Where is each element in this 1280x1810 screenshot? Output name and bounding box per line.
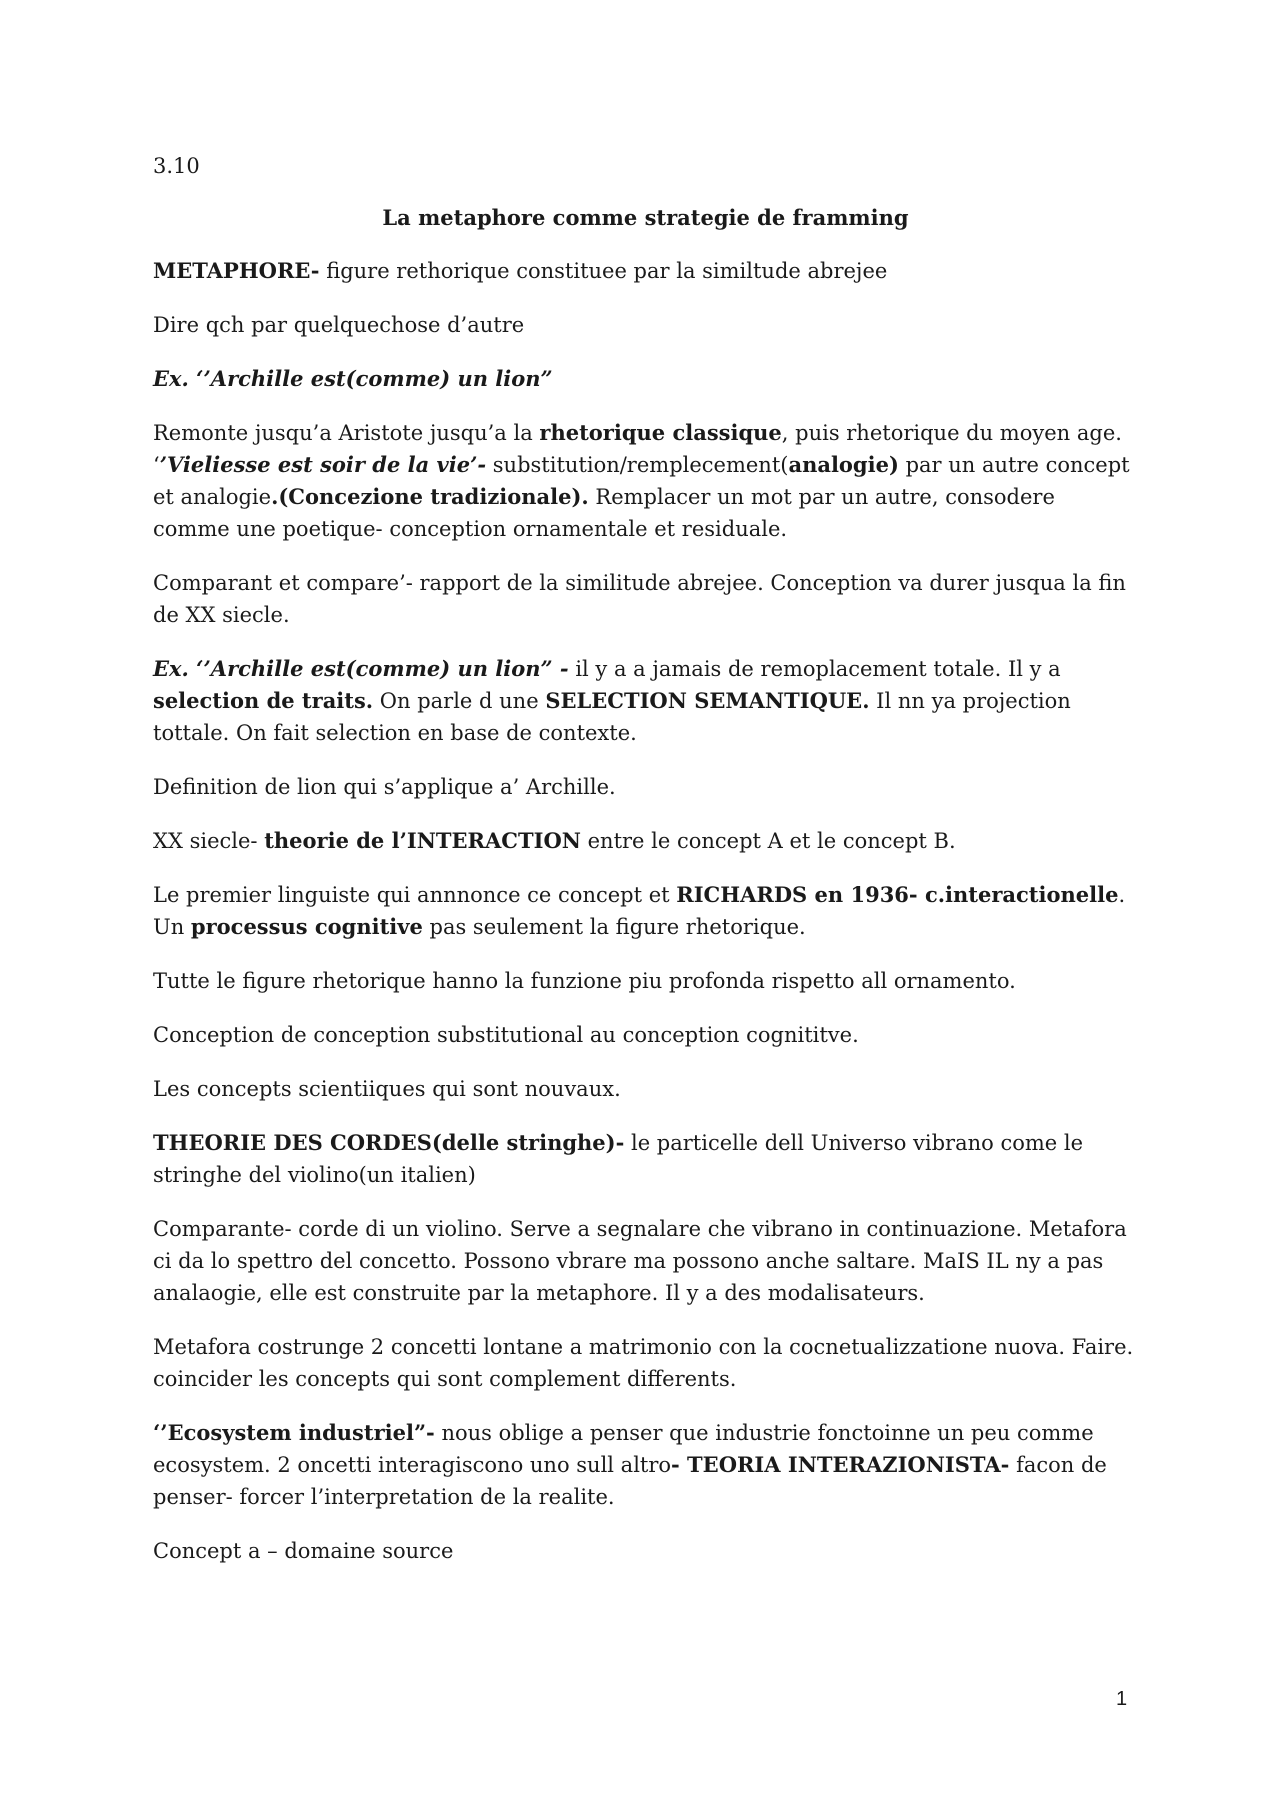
text-run: Metafora costrunge 2 concetti lontane a matrimonio con la cocnetualizzatione nuova. Faire. coincider les concepts qui sont complement differents.: [153, 1335, 1134, 1391]
text-run: facon de penser- forcer l’interpretation de la realite.: [153, 1453, 1107, 1509]
text-run: Comparant et compare’- rapport de la similitude abrejee. Conception va durer jusqua la fin de XX siecle.: [153, 571, 1126, 627]
paragraph-history: [153, 417, 1138, 545]
date-heading: 3.10: [153, 154, 200, 178]
paragraph-conception: [153, 1019, 1138, 1051]
text-run: Remonte jusqu’a Aristote jusqu’a la: [153, 421, 540, 445]
page-number: 1: [1116, 1688, 1128, 1710]
paragraph-theorie-cordes: [153, 1127, 1138, 1191]
text-run: par un autre concept et analogie: [153, 453, 1130, 509]
paragraph-dire-qch: [153, 309, 1138, 341]
page-content: [153, 150, 1138, 1589]
paragraph-concepts-scientifiques: [153, 1073, 1138, 1105]
text-run: XX siecle-: [153, 829, 265, 853]
paragraph-example-1: [153, 363, 1138, 395]
text-run: Concept a – domaine source: [153, 1539, 454, 1563]
paragraph-interaction: [153, 825, 1138, 857]
example-quote: Ex. ‘’Archille est(comme) un lion” -: [153, 656, 569, 681]
text-run: . Un: [153, 883, 1126, 939]
term: processus cognitive: [190, 914, 423, 939]
text-run: On parle d une: [373, 689, 546, 713]
text-run: Remplacer un mot par un autre, consodere comme une poetique- conception ornamentale et residuale.: [153, 485, 1055, 541]
term: - TEORIA INTERAZIONISTA-: [671, 1452, 1010, 1477]
paragraph-tutte-figure: [153, 965, 1138, 997]
paragraph-definition-lion: [153, 771, 1138, 803]
term: SELECTION SEMANTIQUE.: [545, 688, 870, 713]
term: rhetorique classique: [539, 420, 782, 445]
term: .(Concezione tradizionale).: [271, 484, 589, 509]
text-run: , puis rhetorique du moyen age. ‘: [153, 421, 1122, 477]
term: ‘’Ecosystem industriel”-: [153, 1420, 435, 1445]
paragraph-ecosystem: [153, 1417, 1138, 1513]
paragraph-comparant: [153, 567, 1138, 631]
paragraph-concept-a: [153, 1535, 1138, 1567]
paragraph-richards: [153, 879, 1138, 943]
text-run: Il nn ya projection tottale. On fait selection en base de contexte.: [153, 689, 1071, 745]
text-run: Definition de lion qui s’applique a’ Archille.: [153, 775, 616, 799]
text-run: Conception de conception substitutional au conception cognititve.: [153, 1023, 859, 1047]
text-run: Dire qch par quelquechose d’autre: [153, 313, 525, 337]
example-quote: ’Vieliesse est soir de la vie’-: [159, 452, 487, 477]
text-run: pas seulement la figure rhetorique.: [422, 915, 806, 939]
text-run: il y a a jamais de remoplacement totale. Il y a: [568, 657, 1061, 681]
text-run: Tutte le figure rhetorique hanno la funzione piu profonda rispetto all ornamento.: [153, 969, 1016, 993]
term: selection de traits.: [153, 688, 374, 713]
term: analogie): [788, 452, 899, 477]
document-title: La metaphore comme strategie de framming: [382, 205, 909, 230]
paragraph-metafora: [153, 1331, 1138, 1395]
term: THEORIE DES CORDES(delle stringhe)-: [153, 1130, 625, 1155]
example-quote: Ex. ‘’Archille est(comme) un lion”: [153, 366, 553, 391]
text-run: Les concepts scientiiques qui sont nouvaux.: [153, 1077, 621, 1101]
term: METAPHORE-: [153, 258, 320, 283]
term: theorie de l’INTERACTION: [264, 828, 581, 853]
paragraph-comparante: [153, 1213, 1138, 1309]
text-run: Le premier linguiste qui annnonce ce concept et: [153, 883, 677, 907]
text-run: figure rethorique constituee par la similtude abrejee: [319, 259, 888, 283]
text-run: le particelle dell Universo vibrano come le stringhe del violino(un italien): [153, 1131, 1084, 1187]
text-run: substitution/remplecement(: [486, 453, 789, 477]
term: RICHARDS en 1936- c.interactionelle: [676, 882, 1119, 907]
text-run: nous oblige a penser que industrie fonctoinne un peu comme ecosystem. 2 oncetti interagiscono uno sull altro: [153, 1421, 1094, 1477]
paragraph-example-2: [153, 653, 1138, 749]
paragraph-metaphore-definition: [153, 255, 1138, 287]
text-run: entre le concept A et le concept B.: [580, 829, 956, 853]
text-run: Comparante- corde di un violino. Serve a segnalare che vibrano in continuazione. Metafora ci da lo spettro del concetto. Possono vbrare ma possono anche saltare. MaIS IL ny a pas analaogie, elle est construite par la metaphore. Il y a des modalisateurs.: [153, 1217, 1127, 1305]
